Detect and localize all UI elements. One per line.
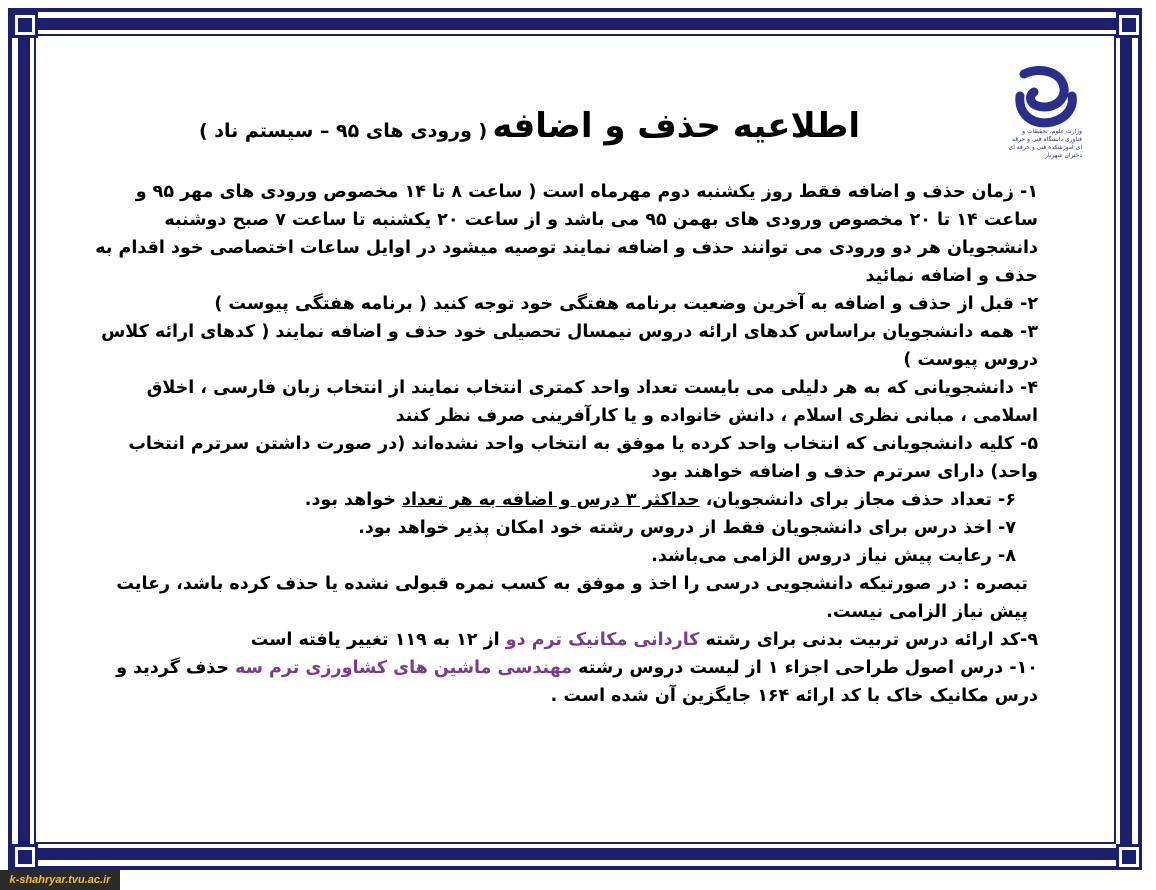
logo-caption: وزارت علوم، تحقیقات و فناوری دانشگاه فنی و حرفه ای آموزشکده فنی و حرفه ای دختران شهریار: [1008, 128, 1082, 159]
title-main: اطلاعیه حذف و اضافه: [492, 106, 860, 146]
list-item-8: ۸- رعایت پیش نیاز دروس الزامی می‌باشد.: [651, 546, 1016, 566]
page-title: [200, 106, 860, 156]
highlight-course-10: مهندسی ماشین های کشاورزی ترم سه: [235, 658, 573, 678]
corner-ornament-top-right: [1102, 2, 1142, 42]
max-drop-rule: حداکثر ۳ درس و اضافه به هر تعداد: [401, 490, 700, 510]
corner-ornament-top-left: [2, 2, 42, 42]
list-item-3: ۳- همه دانشجویان براساس کدهای ارائه دروس نیمسال تحصیلی خود حذف و اضافه نمایند ( کدهای ارائه کلاس دروس پیوست ): [101, 322, 1038, 370]
list-item-1: ۱- زمان حذف و اضافه فقط روز یکشنبه دوم مهرماه است ( ساعت ۸ تا ۱۴ مخصوص ورودی های مهر ۹۵ و ساعت ۱۴ تا ۲۰ مخصوص ورودی های بهمن ۹۵ می باشد و از ساعت ۲۰ یکشنبه تا ساعت ۷ صبح دوشنبه دانشجویان هر دو ورودی می توانند حذف و اضافه نمایند توصیه میشود در اوایل ساعات اختصاصی خود اقدام به حذف و اضافه نمائید: [95, 182, 1038, 286]
site-watermark: k-shahryar.tvu.ac.ir: [0, 870, 120, 890]
list-item-9: ۹-کد ارائه درس تربیت بدنی برای رشته کاردانی مکانیک ترم دو از ۱۲ به ۱۱۹ تغییر یافته است: [250, 630, 1038, 650]
title-sub: ( ورودی های ۹۵ – سیستم ناد ): [198, 120, 488, 142]
announcement-body: [90, 178, 1038, 710]
corner-ornament-bottom-right: [1102, 830, 1142, 870]
note-text: تبصره : در صورتیکه دانشجویی درسی را اخذ و موفق به کسب نمره قبولی نشده یا حذف کرده باشد، رعایت پیش نیاز الزامی نیست.: [116, 574, 1028, 622]
corner-ornament-bottom-left: [2, 830, 42, 870]
list-item-7: ۷- اخذ درس برای دانشجویان فقط از دروس رشته خود امکان پذیر خواهد بود.: [358, 518, 1016, 538]
list-item-6: ۶- تعداد حذف مجاز برای دانشجویان، حداکثر ۳ درس و اضافه به هر تعداد خواهد بود.: [304, 490, 1016, 510]
list-item-10: ۱۰- درس اصول طراحی اجزاء ۱ از لیست دروس رشته مهندسی ماشین های کشاورزی ترم سه حذف گردید و درس مکانیک خاک با کد ارائه ۱۶۴ جایگزین آن شده است .: [116, 658, 1038, 706]
highlight-course-9: کاردانی مکانیک ترم دو: [505, 630, 700, 650]
list-item-5: ۵- کلیه دانشجویانی که انتخاب واحد کرده یا موفق به انتخاب واحد نشده‌اند (در صورت داشتن سرترم انتخاب واحد) دارای سرترم حذف و اضافه خواهند بود: [128, 434, 1038, 482]
list-item-2: ۲- قبل از حذف و اضافه به آخرین وضعیت برنامه هفتگی خود توجه کنید ( برنامه هفتگی پیوست ): [214, 294, 1038, 314]
list-item-4: ۴- دانشجویانی که به هر دلیلی می بایست تعداد واحد کمتری انتخاب نمایند از انتخاب زبان فارسی ، اخلاق اسلامی ، مبانی نظری اسلام ، دانش خانواده و یا کارآفرینی صرف نظر کنند: [146, 378, 1038, 426]
